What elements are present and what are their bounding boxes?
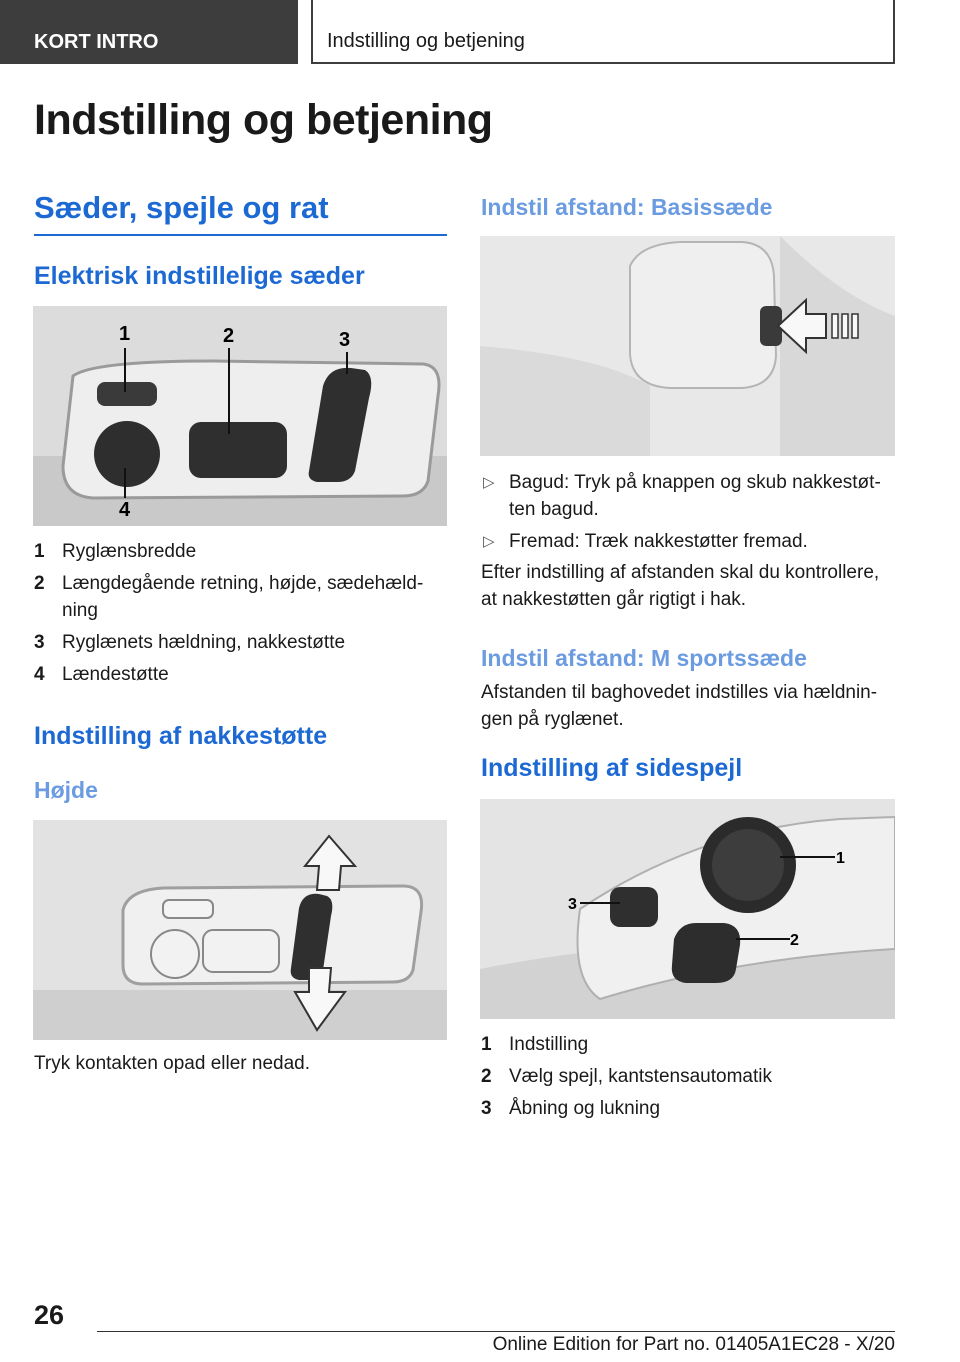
list-item: 4 Lændestøtte [34, 664, 169, 685]
sport-seat-text: Afstanden til baghovedet indstilles via hældningen på ryglænet. [481, 682, 878, 730]
list-item: 2 Vælg spejl, kantstensautomatik [481, 1066, 772, 1087]
figure-label-3: 3 [568, 896, 577, 913]
header-chapter-title: Indstilling og betjening [311, 0, 895, 64]
mirror-heading: Indstilling af sidespejl [481, 754, 743, 782]
section-title: Sæder, spejle og rat [34, 190, 447, 236]
basic-seat-list [481, 469, 895, 560]
page-number: 26 [34, 1300, 65, 1330]
list-item: ▷ Fremad: Træk nakkestøtter fremad. [481, 528, 895, 555]
headrest-distance-image [480, 236, 895, 456]
basic-seat-note: Efter indstilling af afstanden skal du kontrollere, at nakkestøtten går rigtigt i hak. [481, 562, 880, 610]
figure-label-1: 1 [119, 323, 131, 345]
figure-label-3: 3 [339, 329, 351, 351]
seat-controls-image [33, 306, 447, 526]
headrest-heading: Indstilling af nakkestøtte [34, 722, 328, 750]
seat-items-list [34, 538, 447, 693]
figure-label-2: 2 [790, 932, 799, 949]
mirror-controls-image [480, 799, 895, 1019]
mirror-items-list [481, 1031, 895, 1127]
triangle-bullet-icon: ▷ [483, 533, 495, 550]
basic-seat-heading: Indstil afstand: Basissæde [481, 194, 773, 220]
height-instruction: Tryk kontakten opad eller nedad. [34, 1053, 311, 1074]
figure-label-2: 2 [223, 325, 235, 347]
headrest-height-image [33, 820, 447, 1040]
triangle-bullet-icon: ▷ [483, 474, 495, 491]
height-heading: Højde [34, 777, 98, 803]
page-title: Indstilling og betjening [34, 96, 493, 144]
footer-edition: Online Edition for Part no. 01405A1EC28 - X/20 [97, 1331, 895, 1356]
sport-seat-heading: Indstil afstand: M sportssæde [481, 645, 807, 671]
figure-label-4: 4 [119, 499, 131, 521]
list-item: 3 Ryglænets hældning, nakkestøtte [34, 632, 346, 653]
list-item: ▷ Bagud: Tryk på knappen og skub nakkestøtten bagud. [481, 469, 895, 523]
list-item: 1 Ryglænsbredde [34, 541, 197, 562]
seats-heading: Elektrisk indstillelige sæder [34, 262, 365, 290]
list-item: 1 Indstilling [481, 1034, 589, 1055]
list-item: 3 Åbning og lukning [481, 1098, 661, 1119]
figure-label-1: 1 [836, 850, 845, 867]
list-item: 2 Længdegående retning, højde, sædehældning [34, 573, 424, 621]
header-section-tab: KORT INTRO [0, 0, 298, 64]
